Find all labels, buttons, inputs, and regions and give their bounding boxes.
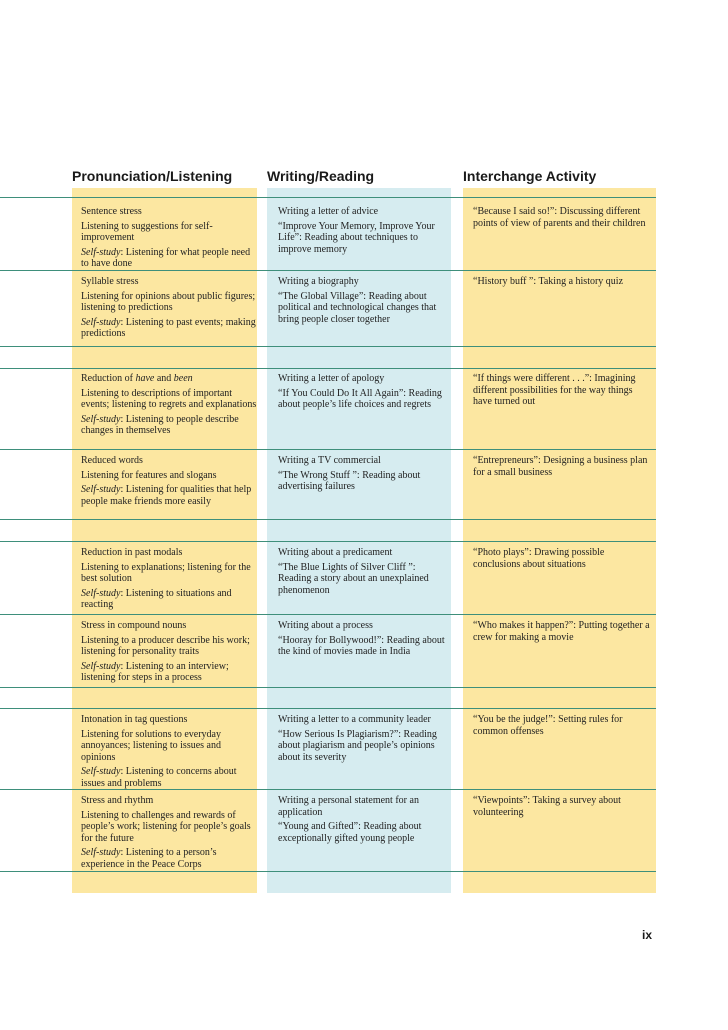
cell-text: Listening to suggestions for self-improvement	[81, 220, 213, 243]
row-2-pronunciation-cell	[81, 276, 257, 343]
cell-text: Syllable stress	[81, 276, 139, 287]
row-5-interchange-cell	[473, 547, 653, 573]
row-rule	[0, 519, 656, 520]
cell-line	[473, 206, 653, 229]
row-7-pronunciation-cell	[81, 714, 257, 792]
cell-line	[81, 388, 257, 411]
cell-line	[81, 206, 257, 218]
cell-line	[81, 373, 257, 385]
cell-line	[278, 620, 450, 632]
cell-text: “Young and Gifted”: Reading about exceptionally gifted young people	[278, 821, 422, 844]
cell-line	[81, 661, 257, 684]
row-rule	[0, 449, 656, 450]
cell-text: Listening for solutions to everyday annoyances; listening to issues and opinions	[81, 728, 221, 763]
cell-line	[81, 291, 257, 314]
cell-text: Reduced words	[81, 455, 143, 466]
row-4-writing-cell	[278, 455, 450, 496]
cell-line	[278, 276, 450, 288]
cell-text: “Entrepreneurs”: Designing a business plan for a small business	[473, 455, 648, 478]
cell-text: Writing about a process	[278, 620, 373, 631]
row-rule	[0, 708, 656, 709]
cell-line	[278, 388, 450, 411]
cell-line	[81, 810, 257, 845]
cell-text: “Hooray for Bollywood!”: Reading about the kind of movies made in India	[278, 634, 445, 657]
row-3-interchange-cell	[473, 373, 653, 411]
row-2-writing-cell	[278, 276, 450, 328]
cell-text: and	[154, 373, 174, 384]
row-3-pronunciation-cell	[81, 373, 257, 440]
row-2-interchange-cell	[473, 276, 653, 291]
row-8-writing-cell	[278, 795, 450, 847]
italic-text: Self-study	[81, 660, 121, 672]
cell-line	[81, 766, 257, 789]
row-5-pronunciation-cell	[81, 547, 257, 614]
cell-text: “How Serious Is Plagiarism?”: Reading about plagiarism and people’s opinions about its severity	[278, 728, 437, 763]
italic-text: Self-study	[81, 413, 121, 425]
row-3-writing-cell	[278, 373, 450, 414]
italic-text: Self-study	[81, 587, 121, 599]
cell-line	[81, 729, 257, 764]
cell-line	[81, 317, 257, 340]
row-6-interchange-cell	[473, 620, 653, 646]
row-5-writing-cell	[278, 547, 450, 599]
cell-text: : Listening to people describe changes in themselves	[81, 413, 239, 436]
cell-text: Writing a TV commercial	[278, 455, 381, 466]
cell-text: Listening for opinions about public figures; listening to predictions	[81, 290, 256, 313]
cell-line	[473, 547, 653, 570]
cell-line	[81, 247, 257, 270]
cell-text: “Viewpoints”: Taking a survey about volunteering	[473, 795, 621, 818]
cell-text: : Listening to situations and reacting	[81, 587, 232, 610]
row-4-interchange-cell	[473, 455, 653, 481]
cell-text: Listening to a producer describe his work; listening for personality traits	[81, 634, 250, 657]
cell-line	[81, 714, 257, 726]
cell-line	[473, 795, 653, 818]
cell-text: : Listening to a person’s experience in the Peace Corps	[81, 847, 217, 870]
cell-line	[278, 714, 450, 726]
cell-text: Writing about a predicament	[278, 547, 393, 558]
row-rule	[0, 687, 656, 688]
cell-line	[278, 206, 450, 218]
cell-text: Stress and rhythm	[81, 795, 154, 806]
row-8-interchange-cell	[473, 795, 653, 821]
cell-line	[81, 484, 257, 507]
cell-text: “If You Could Do It All Again”: Reading about people’s life choices and regrets	[278, 387, 442, 410]
cell-text: Writing a personal statement for an application	[278, 795, 419, 818]
cell-text: Listening to explanations; listening for the best solution	[81, 561, 251, 584]
row-7-writing-cell	[278, 714, 450, 766]
cell-line	[278, 373, 450, 385]
cell-text: Sentence stress	[81, 206, 142, 217]
cell-line	[81, 562, 257, 585]
cell-text: “Improve Your Memory, Improve Your Life”: Reading about techniques to improve memory	[278, 220, 435, 255]
row-8-pronunciation-cell	[81, 795, 257, 873]
cell-text: Intonation in tag questions	[81, 714, 188, 725]
italic-text: have	[135, 373, 155, 384]
cell-text: Reduction in past modals	[81, 547, 183, 558]
header-pronunciation-listening: Pronunciation/Listening	[72, 168, 233, 184]
row-7-interchange-cell	[473, 714, 653, 740]
row-rule	[0, 197, 656, 198]
cell-line	[278, 795, 450, 818]
cell-line	[81, 455, 257, 467]
cell-text: Listening to challenges and rewards of people’s work; listening for people’s goals for the future	[81, 809, 251, 844]
cell-line	[81, 221, 257, 244]
row-rule	[0, 368, 656, 369]
cell-text: Writing a biography	[278, 276, 359, 287]
cell-text: : Listening to past events; making predictions	[81, 316, 256, 339]
row-rule	[0, 541, 656, 542]
cell-text: Writing a letter of apology	[278, 373, 385, 384]
italic-text: been	[173, 373, 193, 384]
cell-line	[473, 714, 653, 737]
cell-line	[278, 821, 450, 844]
cell-text: “History buff ”: Taking a history quiz	[473, 276, 624, 287]
row-6-pronunciation-cell	[81, 620, 257, 687]
italic-text: Self-study	[81, 484, 121, 495]
cell-line	[473, 373, 653, 408]
row-1-writing-cell	[278, 206, 450, 258]
row-4-pronunciation-cell	[81, 455, 257, 510]
italic-text: Self-study	[81, 316, 121, 328]
row-rule	[0, 614, 656, 615]
cell-text: “The Global Village”: Reading about political and technological changes that bring people closer together	[278, 290, 437, 325]
cell-line	[473, 455, 653, 478]
cell-line	[81, 635, 257, 658]
cell-line	[81, 795, 257, 807]
row-1-pronunciation-cell	[81, 206, 257, 273]
italic-text: Self-study	[81, 847, 121, 858]
cell-text: Listening for features and slogans	[81, 469, 217, 481]
cell-line	[81, 620, 257, 632]
header-interchange-activity: Interchange Activity	[463, 168, 597, 184]
row-rule	[0, 346, 656, 347]
italic-text: Self-study	[81, 246, 121, 258]
cell-line	[278, 291, 450, 326]
cell-line	[81, 547, 257, 559]
cell-text: “The Blue Lights of Silver Cliff ”: Reading a story about an unexplained phenomenon	[278, 561, 429, 596]
cell-text: Writing a letter to a community leader	[278, 714, 431, 725]
cell-text: : Listening to concerns about issues and problems	[81, 766, 237, 789]
cell-text: “You be the judge!”: Setting rules for common offenses	[473, 714, 623, 737]
cell-line	[278, 729, 450, 764]
row-1-interchange-cell	[473, 206, 653, 232]
cell-text: “Who makes it happen?”: Putting together a crew for making a movie	[473, 620, 650, 643]
cell-line	[81, 470, 257, 482]
cell-line	[81, 847, 257, 870]
cell-line	[473, 620, 653, 643]
cell-line	[473, 276, 653, 288]
cell-line	[81, 588, 257, 611]
header-writing-reading: Writing/Reading	[267, 168, 375, 184]
cell-line	[81, 276, 257, 288]
cell-line	[278, 470, 450, 493]
cell-text: “Photo plays”: Drawing possible conclusions about situations	[473, 547, 605, 570]
cell-line	[278, 547, 450, 559]
italic-text: Self-study	[81, 766, 121, 777]
cell-line	[278, 455, 450, 467]
cell-text: : Listening to an interview; listening for steps in a process	[81, 660, 229, 683]
cell-text: Reduction of	[81, 373, 136, 384]
cell-line	[278, 221, 450, 256]
cell-line	[81, 414, 257, 437]
cell-text: Listening to descriptions of important events; listening to regrets and explanations	[81, 387, 257, 410]
page-number: ix	[642, 928, 653, 942]
cell-text: : Listening for what people need to have done	[81, 246, 251, 269]
cell-line	[278, 635, 450, 658]
row-6-writing-cell	[278, 620, 450, 661]
cell-line	[278, 562, 450, 597]
cell-text: Stress in compound nouns	[81, 620, 187, 631]
cell-text: “If things were different . . .”: Imagining different possibilities for the way things have turned out	[473, 373, 636, 407]
cell-text: “The Wrong Stuff ”: Reading about advertising failures	[278, 469, 421, 492]
cell-text: “Because I said so!”: Discussing different points of view of parents and their children	[473, 206, 646, 229]
cell-text: : Listening for qualities that help people make friends more easily	[81, 484, 252, 507]
cell-text: Writing a letter of advice	[278, 206, 379, 217]
